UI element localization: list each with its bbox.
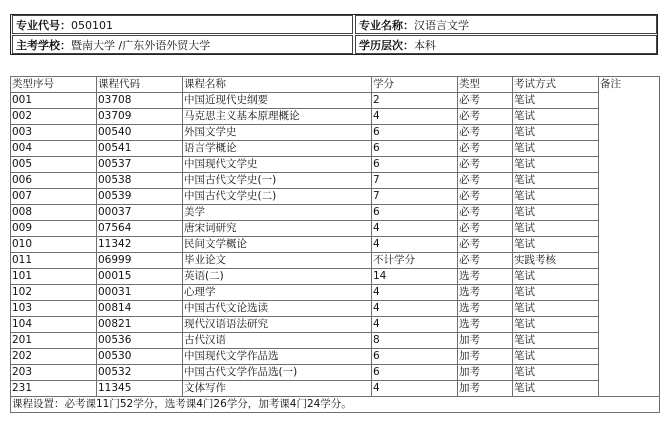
major-name-value: 汉语言文学: [414, 19, 469, 32]
type-cell: 必考: [458, 253, 513, 269]
type-cell: 加考: [458, 349, 513, 365]
course-name-cell: 马克思主义基本原理概论: [183, 109, 372, 125]
exam-method-cell: 笔试: [513, 125, 599, 141]
type-no-cell: 231: [11, 381, 97, 397]
type-no-cell: 008: [11, 205, 97, 221]
type-cell: 加考: [458, 365, 513, 381]
type-no-cell: 202: [11, 349, 97, 365]
credits-cell: 4: [372, 317, 458, 333]
type-no-cell: 101: [11, 269, 97, 285]
credits-cell: 14: [372, 269, 458, 285]
type-no-cell: 003: [11, 125, 97, 141]
exam-method-cell: 笔试: [513, 93, 599, 109]
type-no-cell: 007: [11, 189, 97, 205]
remarks-cell: [599, 333, 660, 349]
school-cell: [12, 35, 353, 54]
remarks-cell: [599, 189, 660, 205]
type-cell: 必考: [458, 125, 513, 141]
exam-method-cell: 笔试: [513, 269, 599, 285]
credits-cell: 6: [372, 205, 458, 221]
type-no-cell: 004: [11, 141, 97, 157]
course-name-cell: 语言学概论: [183, 141, 372, 157]
table-row: [11, 141, 660, 157]
type-no-cell: 009: [11, 221, 97, 237]
course-name-cell: 英语(二): [183, 269, 372, 285]
course-table-body: [11, 77, 660, 413]
exam-method-cell: 笔试: [513, 221, 599, 237]
table-row: [11, 205, 660, 221]
exam-method-cell: 笔试: [513, 189, 599, 205]
credits-cell: 4: [372, 221, 458, 237]
course-code-cell: 00540: [97, 125, 183, 141]
info-row-2: [11, 35, 657, 54]
table-row: [11, 317, 660, 333]
type-no-cell: 103: [11, 301, 97, 317]
course-code-cell: 03708: [97, 93, 183, 109]
course-code-cell: 06999: [97, 253, 183, 269]
course-code-cell: 00537: [97, 157, 183, 173]
credits-cell: 6: [372, 349, 458, 365]
course-code-cell: 07564: [97, 221, 183, 237]
type-no-cell: 203: [11, 365, 97, 381]
course-code-cell: 11342: [97, 237, 183, 253]
table-row: [11, 253, 660, 269]
course-name-cell: 外国文学史: [183, 125, 372, 141]
course-name-cell: 中国现代文学史: [183, 157, 372, 173]
course-code-cell: 00536: [97, 333, 183, 349]
course-name-cell: 中国古代文学史(一): [183, 173, 372, 189]
remarks-cell: [599, 237, 660, 253]
major-name-label: 专业名称：: [359, 19, 414, 32]
table-row: [11, 285, 660, 301]
school-label: 主考学校：: [16, 39, 71, 52]
type-no-cell: 102: [11, 285, 97, 301]
credits-cell: 6: [372, 157, 458, 173]
table-row: [11, 173, 660, 189]
level-value: 本科: [414, 39, 436, 52]
course-name-cell: 民间文学概论: [183, 237, 372, 253]
remarks-cell: [599, 221, 660, 237]
course-code-cell: 00539: [97, 189, 183, 205]
type-no-cell: 104: [11, 317, 97, 333]
course-name-cell: 中国古代文论选读: [183, 301, 372, 317]
level-cell: [355, 35, 657, 54]
remarks-cell: [599, 269, 660, 285]
header-exam-method: 考试方式: [513, 77, 599, 93]
course-name-cell: 美学: [183, 205, 372, 221]
type-cell: 选考: [458, 285, 513, 301]
exam-method-cell: 笔试: [513, 205, 599, 221]
remarks-cell: [599, 173, 660, 189]
type-cell: 加考: [458, 333, 513, 349]
header-credits: 学分: [372, 77, 458, 93]
type-no-cell: 001: [11, 93, 97, 109]
course-code-cell: 00037: [97, 205, 183, 221]
table-row: [11, 157, 660, 173]
course-name-cell: 中国古代文学作品选(一): [183, 365, 372, 381]
course-table: [10, 76, 660, 413]
credits-cell: 6: [372, 365, 458, 381]
credits-cell: 8: [372, 333, 458, 349]
table-row: [11, 237, 660, 253]
remarks-cell: [599, 301, 660, 317]
course-code-cell: 11345: [97, 381, 183, 397]
remarks-cell: [599, 253, 660, 269]
type-no-cell: 006: [11, 173, 97, 189]
credits-cell: 不计学分: [372, 253, 458, 269]
type-cell: 必考: [458, 205, 513, 221]
exam-method-cell: 实践考核: [513, 253, 599, 269]
type-no-cell: 201: [11, 333, 97, 349]
exam-method-cell: 笔试: [513, 365, 599, 381]
exam-method-cell: 笔试: [513, 141, 599, 157]
type-cell: 必考: [458, 109, 513, 125]
remarks-cell: [599, 93, 660, 109]
credits-cell: 4: [372, 237, 458, 253]
type-cell: 选考: [458, 301, 513, 317]
table-row: [11, 349, 660, 365]
remarks-cell: [599, 109, 660, 125]
remarks-cell: [599, 365, 660, 381]
type-no-cell: 011: [11, 253, 97, 269]
course-code-cell: 00015: [97, 269, 183, 285]
exam-method-cell: 笔试: [513, 173, 599, 189]
type-cell: 必考: [458, 221, 513, 237]
course-code-cell: 03709: [97, 109, 183, 125]
major-name-cell: [355, 15, 657, 34]
credits-cell: 6: [372, 125, 458, 141]
course-name-cell: 毕业论文: [183, 253, 372, 269]
remarks-cell: [599, 157, 660, 173]
course-code-cell: 00814: [97, 301, 183, 317]
course-code-cell: 00541: [97, 141, 183, 157]
exam-method-cell: 笔试: [513, 381, 599, 397]
credits-cell: 4: [372, 285, 458, 301]
course-name-cell: 中国近现代史纲要: [183, 93, 372, 109]
type-no-cell: 010: [11, 237, 97, 253]
exam-method-cell: 笔试: [513, 285, 599, 301]
type-cell: 必考: [458, 173, 513, 189]
type-cell: 必考: [458, 189, 513, 205]
header-course-name: 课程名称: [183, 77, 372, 93]
course-name-cell: 现代汉语语法研究: [183, 317, 372, 333]
type-no-cell: 005: [11, 157, 97, 173]
remarks-cell: [599, 349, 660, 365]
exam-method-cell: 笔试: [513, 237, 599, 253]
course-code-cell: 00538: [97, 173, 183, 189]
course-code-cell: 00821: [97, 317, 183, 333]
credits-cell: 4: [372, 381, 458, 397]
level-label: 学历层次：: [359, 39, 414, 52]
type-cell: 选考: [458, 317, 513, 333]
credits-cell: 7: [372, 189, 458, 205]
major-code-cell: [12, 15, 353, 34]
exam-method-cell: 笔试: [513, 317, 599, 333]
credits-cell: 4: [372, 301, 458, 317]
header-type: 类型: [458, 77, 513, 93]
table-row: [11, 269, 660, 285]
course-name-cell: 古代汉语: [183, 333, 372, 349]
course-name-cell: 中国古代文学史(二): [183, 189, 372, 205]
remarks-cell: [599, 381, 660, 397]
type-cell: 必考: [458, 93, 513, 109]
exam-method-cell: 笔试: [513, 109, 599, 125]
course-name-cell: 中国现代文学作品选: [183, 349, 372, 365]
major-info-table: [10, 14, 658, 55]
type-cell: 选考: [458, 269, 513, 285]
major-code-value: 050101: [71, 19, 113, 32]
type-cell: 必考: [458, 237, 513, 253]
table-row: [11, 381, 660, 397]
major-code-label: 专业代号：: [16, 19, 71, 32]
header-type-no: 类型序号: [11, 77, 97, 93]
table-row: [11, 125, 660, 141]
table-header-row: [11, 77, 660, 93]
type-cell: 必考: [458, 141, 513, 157]
course-code-cell: 00031: [97, 285, 183, 301]
school-value: 暨南大学 /广东外语外贸大学: [71, 39, 211, 52]
table-row: [11, 221, 660, 237]
course-code-cell: 00530: [97, 349, 183, 365]
info-row-1: [11, 15, 657, 34]
course-code-cell: 00532: [97, 365, 183, 381]
course-summary: 课程设置：必考课11门52学分，选考课4门26学分，加考课4门24学分。: [11, 397, 660, 413]
credits-cell: 7: [372, 173, 458, 189]
credits-cell: 6: [372, 141, 458, 157]
table-row: [11, 365, 660, 381]
exam-method-cell: 笔试: [513, 301, 599, 317]
exam-method-cell: 笔试: [513, 333, 599, 349]
header-course-code: 课程代码: [97, 77, 183, 93]
header-remarks: 备注: [599, 77, 660, 93]
credits-cell: 4: [372, 109, 458, 125]
exam-method-cell: 笔试: [513, 349, 599, 365]
course-name-cell: 文体写作: [183, 381, 372, 397]
table-row: [11, 189, 660, 205]
type-no-cell: 002: [11, 109, 97, 125]
table-footer-row: [11, 397, 660, 413]
remarks-cell: [599, 125, 660, 141]
table-row: [11, 109, 660, 125]
type-cell: 必考: [458, 157, 513, 173]
remarks-cell: [599, 317, 660, 333]
type-cell: 加考: [458, 381, 513, 397]
remarks-cell: [599, 285, 660, 301]
course-name-cell: 唐宋词研究: [183, 221, 372, 237]
remarks-cell: [599, 205, 660, 221]
table-row: [11, 93, 660, 109]
exam-method-cell: 笔试: [513, 157, 599, 173]
course-name-cell: 心理学: [183, 285, 372, 301]
credits-cell: 2: [372, 93, 458, 109]
table-row: [11, 301, 660, 317]
remarks-cell: [599, 141, 660, 157]
table-row: [11, 333, 660, 349]
